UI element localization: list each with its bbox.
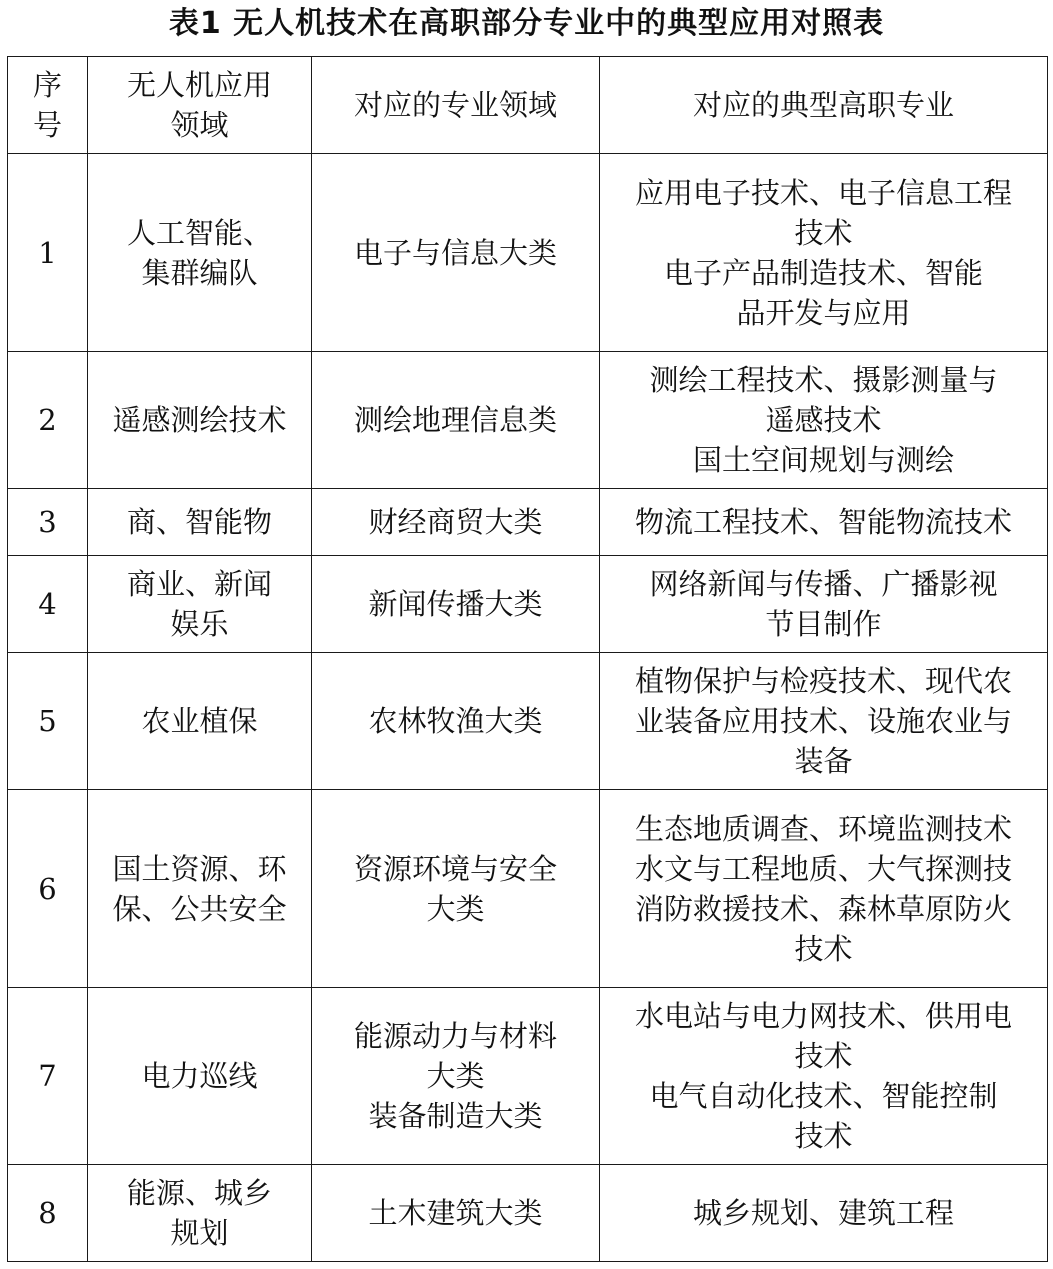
row-index: 8	[8, 1165, 88, 1262]
header-professional-domain: 对应的专业领域	[312, 57, 600, 154]
row-professional-domain: 能源动力与材料 大类 装备制造大类	[312, 988, 600, 1165]
comparison-table	[7, 56, 1048, 1262]
row-professional-domain: 新闻传播大类	[312, 556, 600, 653]
row-application-field: 农业植保	[88, 653, 312, 790]
row-typical-majors: 水电站与电力网技术、供用电 技术 电气自动化技术、智能控制 技术	[600, 988, 1048, 1165]
row-index: 2	[8, 352, 88, 489]
row-index: 4	[8, 556, 88, 653]
table-row	[8, 556, 1048, 653]
row-typical-majors: 应用电子技术、电子信息工程 技术 电子产品制造技术、智能 品开发与应用	[600, 154, 1048, 352]
row-index: 5	[8, 653, 88, 790]
row-typical-majors: 网络新闻与传播、广播影视 节目制作	[600, 556, 1048, 653]
row-index: 6	[8, 790, 88, 988]
row-application-field: 人工智能、 集群编队	[88, 154, 312, 352]
table-row	[8, 489, 1048, 556]
row-typical-majors: 城乡规划、建筑工程	[600, 1165, 1048, 1262]
row-application-field: 电力巡线	[88, 988, 312, 1165]
row-index: 3	[8, 489, 88, 556]
table-row	[8, 790, 1048, 988]
row-application-field: 国土资源、环 保、公共安全	[88, 790, 312, 988]
table-row	[8, 988, 1048, 1165]
row-index: 7	[8, 988, 88, 1165]
header-typical-majors: 对应的典型高职专业	[600, 57, 1048, 154]
row-application-field: 商业、新闻 娱乐	[88, 556, 312, 653]
table-title: 表1 无人机技术在高职部分专业中的典型应用对照表	[168, 6, 885, 41]
row-professional-domain: 财经商贸大类	[312, 489, 600, 556]
row-professional-domain: 电子与信息大类	[312, 154, 600, 352]
table-header-row	[8, 57, 1048, 154]
row-typical-majors: 生态地质调查、环境监测技术 水文与工程地质、大气探测技 消防救援技术、森林草原防火 技术	[600, 790, 1048, 988]
row-professional-domain: 资源环境与安全 大类	[312, 790, 600, 988]
row-index: 1	[8, 154, 88, 352]
row-typical-majors: 植物保护与检疫技术、现代农 业装备应用技术、设施农业与 装备	[600, 653, 1048, 790]
header-drone-application-field: 无人机应用 领域	[88, 57, 312, 154]
row-professional-domain: 土木建筑大类	[312, 1165, 600, 1262]
row-professional-domain: 测绘地理信息类	[312, 352, 600, 489]
table-row	[8, 653, 1048, 790]
row-application-field: 能源、城乡 规划	[88, 1165, 312, 1262]
header-index: 序 号	[8, 57, 88, 154]
row-professional-domain: 农林牧渔大类	[312, 653, 600, 790]
row-typical-majors: 测绘工程技术、摄影测量与 遥感技术 国土空间规划与测绘	[600, 352, 1048, 489]
row-application-field: 遥感测绘技术	[88, 352, 312, 489]
table-row	[8, 154, 1048, 352]
row-typical-majors: 物流工程技术、智能物流技术	[600, 489, 1048, 556]
row-application-field: 商、智能物	[88, 489, 312, 556]
table-row	[8, 1165, 1048, 1262]
table-row	[8, 352, 1048, 489]
